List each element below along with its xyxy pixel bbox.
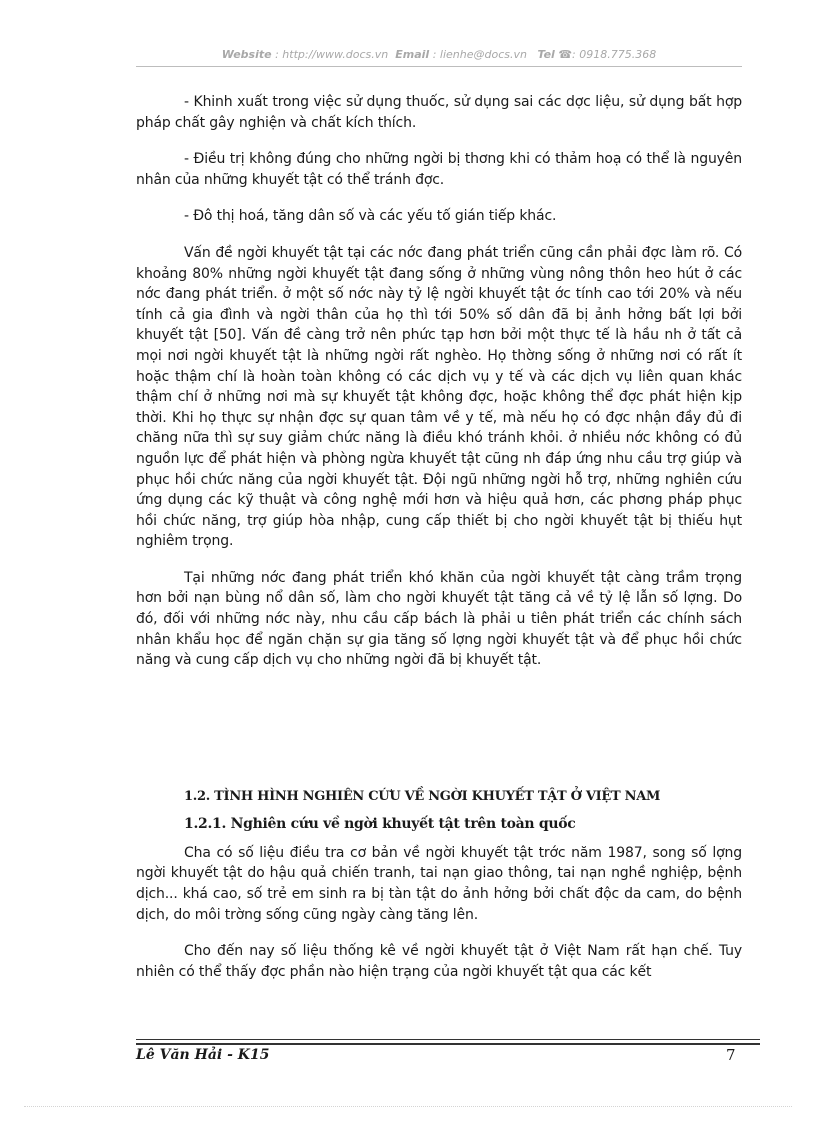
phone-icon: ☎ bbox=[558, 48, 573, 61]
page-number: 7 bbox=[726, 1046, 736, 1064]
paragraph: Tại những nớc đang phát triển khó khăn của ngời khuyết tật càng trầm trọng hơn bởi nạn bùng nổ dân số, làm cho ngời khuyết tật tăng cả về tỷ lệ lẫn số lợng. Do đó, đối với những nớc này, nhu cầu cấp bách là phải u tiên phát triển các chính sách nhân khẩu học để ngăn chặn sự gia tăng số lợng ngời khuyết tật và để phục hồi chức năng và cung cấp dịch vụ cho những ngời đã bị khuyết tật. bbox=[136, 569, 742, 669]
page-header bbox=[136, 48, 742, 61]
footer-author: Lê Văn Hải - K15 bbox=[136, 1047, 270, 1063]
footer-divider-thick bbox=[136, 1043, 760, 1045]
website-label: Website bbox=[221, 48, 272, 61]
email-label: Email bbox=[395, 48, 430, 61]
paragraph: Cho đến nay số liệu thống kê về ngời khuyết tật ở Việt Nam rất hạn chế. Tuy nhiên có thể thấy đợc phần nào hiện trạng của ngời khuyết tật qua các kết bbox=[136, 943, 742, 980]
subsection-heading: 1.2.1. Nghiên cứu về ngời khuyết tật trên toàn quốc bbox=[184, 815, 576, 832]
paragraph: - Đô thị hoá, tăng dân số và các yếu tố gián tiếp khác. bbox=[184, 208, 557, 225]
footer-divider bbox=[136, 1039, 760, 1040]
email-value: : lienhe@docs.vn bbox=[432, 48, 527, 61]
section-heading: 1.2. TÌNH HÌNH NGHIÊN CỨU VỀ NGỜI KHUYẾT TẬT Ở VIỆT NAM bbox=[184, 788, 661, 804]
blank-space bbox=[136, 687, 742, 789]
paragraph: - Khinh xuất trong việc sử dụng thuốc, sử dụng sai các dợc liệu, sử dụng bất hợp pháp chất gây nghiện và chất kích thích. bbox=[136, 94, 742, 131]
paragraph: Vấn đề ngời khuyết tật tại các nớc đang phát triển cũng cần phải đợc làm rõ. Có khoảng 80% những ngời khuyết tật đang sống ở những vùng nông thôn heo hút ở các nớc đang phát triển. ở một số nớc này tỷ lệ ngời khuyết tật ớc tính cao tới 20% và nếu tính cả gia đình và ngời thân của họ thì tới 50% số dân đã bị ảnh hởng bất lợi bởi khuyết tật [50]. Vấn đề càng trở nên phức tạp hơn bởi một thực tế là hầu nh ở tất cả mọi nơi ngời khuyết tật là những ngời rất nghèo. Họ thờng sống ở những nơi có rất ít hoặc thậm chí là hoàn toàn không có các dịch vụ y tế và các dịch vụ liên quan khác thậm chí ở những nơi mà sự khuyết tật không đợc, hoặc không thể đợc phát hiện kịp thời. Khi họ thực sự nhận đợc sự quan tâm về y tế, mà nếu họ có đợc nhận đầy đủ đi chăng nữa thì sự suy giảm chức năng là điều khó tránh khỏi. ở nhiều nớc không có đủ nguồn lực để phát hiện và phòng ngừa khuyết tật cũng nh đáp ứng nhu cầu trợ giúp và phục hồi chức năng của ngời khuyết tật. Đội ngũ những ngời hỗ trợ, những nghiên cứu ứng dụng các kỹ thuật và công nghệ mới hơn và hiệu quả hơn, các phơng pháp phục hồi chức năng, trợ giúp hòa nhập, cung cấp thiết bị cho ngời khuyết tật bị thiếu hụt nghiêm trọng. bbox=[136, 244, 742, 550]
paragraph: Cha có số liệu điều tra cơ bản về ngời khuyết tật trớc năm 1987, song số lợng ngời khuyết tật do hậu quả chiến tranh, tai nạn giao thông, tai nạn nghề nghiệp, bệnh dịch... khá cao, số trẻ em sinh ra bị tàn tật do ảnh hởng bởi chất độc da cam, do bệnh dịch, do môi trờng sống cũng ngày càng tăng lên. bbox=[136, 844, 742, 923]
tel-value: : 0918.775.368 bbox=[572, 48, 657, 61]
page-edge-marker bbox=[24, 1106, 792, 1107]
document-body bbox=[136, 92, 742, 998]
paragraph: - Điều trị không đúng cho những ngời bị thơng khi có thảm hoạ có thể là nguyên nhân của những khuyết tật có thể tránh đợc. bbox=[136, 151, 742, 188]
website-value: : http://www.docs.vn bbox=[275, 48, 389, 61]
tel-label: Tel bbox=[537, 48, 555, 61]
header-divider bbox=[136, 66, 742, 67]
